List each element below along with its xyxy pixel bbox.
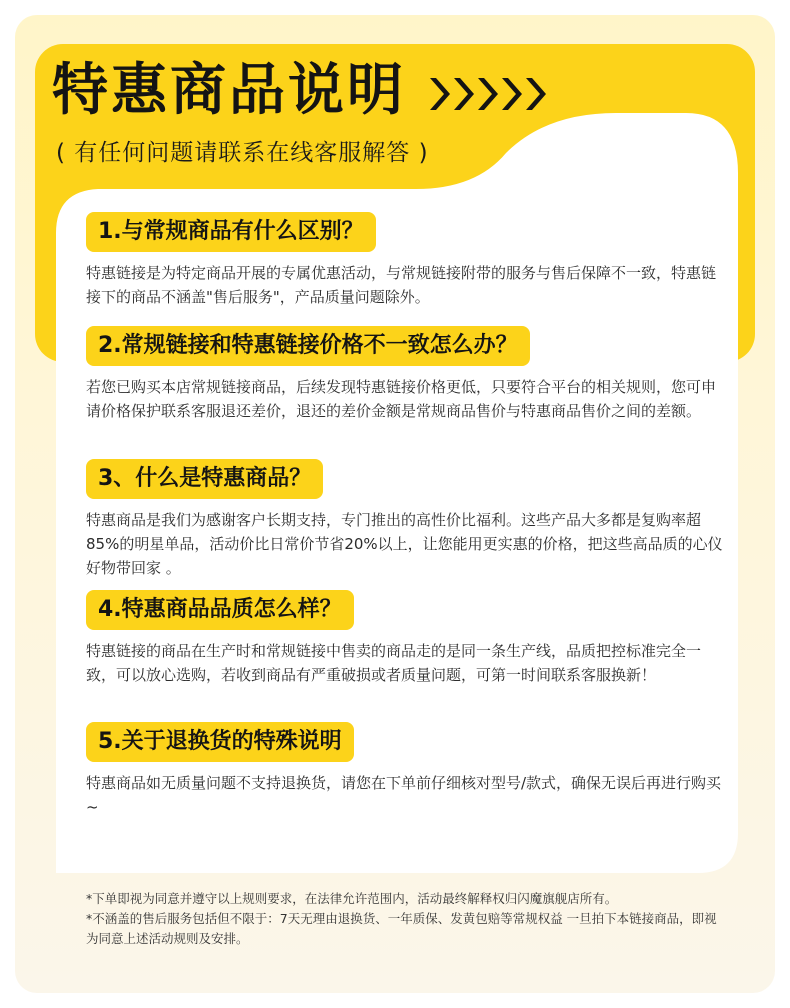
- footnote-2: *不涵盖的售后服务包括但不限于：7天无理由退换货、一年质保、发黄包赔等常规权益 一旦拍下本链接商品，即视为同意上述活动规则及安排。: [86, 911, 717, 946]
- footnote-1: *下单即视为同意并遵守以上规则要求，在法律允许范围内，活动最终解释权归闪魔旗舰店所有。: [86, 891, 618, 906]
- faq-section-1: [86, 212, 726, 309]
- faq-heading: 5.关于退换货的特殊说明: [86, 722, 354, 762]
- faq-body: 特惠链接是为特定商品开展的专属优惠活动，与常规链接附带的服务与售后保障不一致，特惠链接下的商品不涵盖"售后服务"，产品质量问题除外。: [86, 264, 717, 306]
- page-subtitle: ( 有任何问题请联系在线客服解答 ): [56, 140, 429, 166]
- faq-heading: 2.常规链接和特惠链接价格不一致怎么办？: [86, 326, 530, 366]
- faq-body: 若您已购买本店常规链接商品，后续发现特惠链接价格更低，只要符合平台的相关规则，您可申请价格保护联系客服退还差价，退还的差价金额是常规商品售价与特惠商品售价之间的差额。: [86, 378, 717, 420]
- arrows-icon: [430, 74, 560, 114]
- faq-section-5: [86, 722, 726, 819]
- faq-section-3: [86, 459, 726, 580]
- faq-section-2: [86, 326, 726, 423]
- page-title: 特惠商品说明: [52, 58, 406, 123]
- faq-body: 特惠链接的商品在生产时和常规链接中售卖的商品走的是同一条生产线，品质把控标准完全一致，可以放心选购，若收到商品有严重破损或者质量问题，可第一时间联系客服换新！: [86, 642, 702, 684]
- faq-heading: 3、什么是特惠商品？: [86, 459, 323, 499]
- faq-heading: 1.与常规商品有什么区别？: [86, 212, 376, 252]
- footnotes: [86, 889, 726, 949]
- faq-section-4: [86, 590, 726, 687]
- faq-body: 特惠商品是我们为感谢客户长期支持，专门推出的高性价比福利。这些产品大多都是复购率超85%的明星单品，活动价比日常价节省20%以上，让您能用更实惠的价格，把这些高品质的心仪好物带回家 。: [86, 511, 723, 577]
- faq-heading: 4.特惠商品品质怎么样？: [86, 590, 354, 630]
- faq-body: 特惠商品如无质量问题不支持退换货，请您在下单前仔细核对型号/款式，确保无误后再进行购买~: [86, 774, 722, 816]
